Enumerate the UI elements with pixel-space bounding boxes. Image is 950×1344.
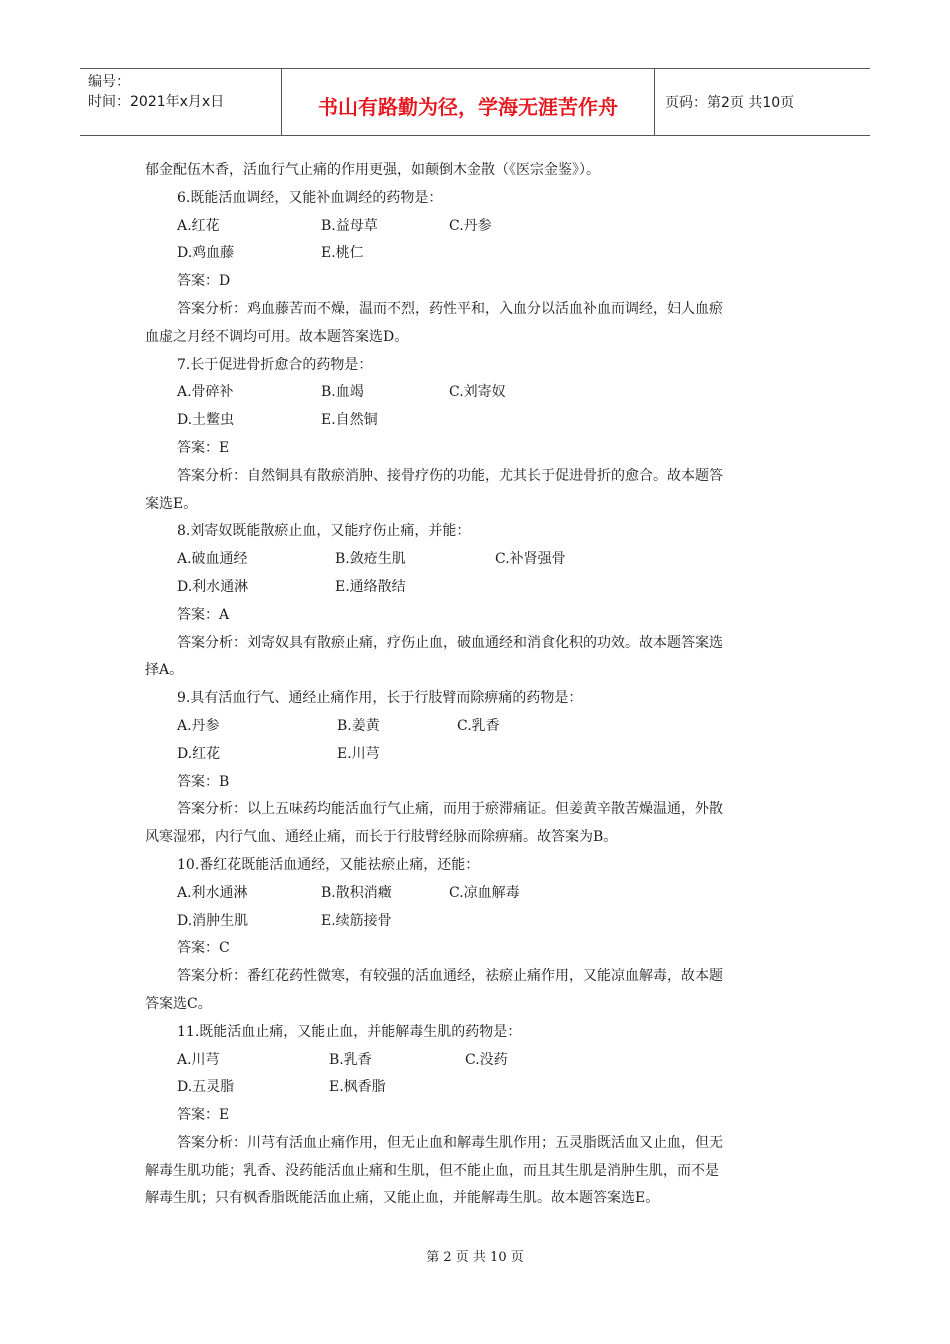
option-row bbox=[145, 908, 810, 936]
answer-option: E.川芎 bbox=[337, 745, 380, 762]
header-page-number: 页码：第2页 共10页 bbox=[665, 95, 795, 111]
text-line: 案选E。 bbox=[145, 495, 198, 512]
option-row bbox=[145, 574, 810, 602]
answer-option: A.川芎 bbox=[177, 1051, 220, 1068]
text-line: 11.既能活血止痛，又能止血，并能解毒生肌的药物是： bbox=[177, 1023, 522, 1040]
header-meta bbox=[80, 69, 282, 135]
answer-option: E.通络散结 bbox=[335, 578, 406, 595]
text-line: 答案：B bbox=[177, 773, 230, 790]
answer-option: D.鸡血藤 bbox=[177, 245, 235, 262]
answer-option: A.丹参 bbox=[177, 717, 220, 734]
option-row bbox=[145, 379, 810, 407]
answer-option: B.姜黄 bbox=[337, 717, 380, 734]
text-line: 解毒生肌功能；乳香、没药能活血止痛和生肌，但不能止血，而且其生肌是消肿生肌，而不是 bbox=[145, 1162, 719, 1179]
text-line: 答案分析：刘寄奴具有散瘀止痛，疗伤止血，破血通经和消食化积的功效。故本题答案选 bbox=[177, 634, 723, 651]
answer-option: A.骨碎补 bbox=[177, 384, 234, 401]
page-footer: 第 2 页 共 10 页 bbox=[426, 1250, 524, 1265]
answer-option: A.破血通经 bbox=[177, 551, 248, 568]
text-line: 答案：E bbox=[177, 1107, 230, 1124]
answer-option: D.土鳖虫 bbox=[177, 412, 235, 429]
answer-option: D.利水通淋 bbox=[177, 578, 249, 595]
text-line: 8.刘寄奴既能散瘀止血，又能疗伤止痛，并能： bbox=[177, 523, 471, 540]
text-line: 答案分析：番红花药性微寒，有较强的活血通经，祛瘀止痛作用，又能凉血解毒，故本题 bbox=[177, 968, 723, 985]
answer-option: B.乳香 bbox=[329, 1051, 372, 1068]
document-body bbox=[145, 157, 810, 1213]
option-row bbox=[145, 213, 810, 241]
answer-option: A.利水通淋 bbox=[177, 884, 248, 901]
text-line: 6.既能活血调经，又能补血调经的药物是： bbox=[177, 189, 443, 206]
answer-option: B.血竭 bbox=[321, 384, 364, 401]
text-line: 答案：C bbox=[177, 940, 230, 957]
answer-option: E.自然铜 bbox=[321, 412, 378, 429]
answer-option: C.乳香 bbox=[457, 717, 500, 734]
answer-option: D.红花 bbox=[177, 745, 221, 762]
text-line: 答案：A bbox=[177, 606, 230, 623]
text-line: 答案：D bbox=[177, 273, 231, 290]
text-line: 答案分析：鸡血藤苦而不燥，温而不烈，药性平和，入血分以活血补血而调经，妇人血瘀 bbox=[177, 300, 723, 317]
text-line: 解毒生肌；只有枫香脂既能活血止痛，又能止血，并能解毒生肌。故本题答案选E。 bbox=[145, 1190, 660, 1207]
answer-option: C.丹参 bbox=[449, 217, 492, 234]
option-row bbox=[145, 880, 810, 908]
answer-option: A.红花 bbox=[177, 217, 220, 234]
answer-option: D.五灵脂 bbox=[177, 1079, 235, 1096]
text-line: 择A。 bbox=[145, 662, 184, 679]
answer-option: E.续筋接骨 bbox=[321, 912, 392, 929]
answer-option: C.补肾强骨 bbox=[495, 551, 566, 568]
document-number: 编号： bbox=[88, 74, 130, 90]
option-row bbox=[145, 713, 810, 741]
page-header bbox=[80, 68, 870, 136]
text-line: 答案分析：川芎有活血止痛作用，但无止血和解毒生肌作用；五灵脂既活血又止血，但无 bbox=[177, 1134, 723, 1151]
option-row bbox=[145, 1074, 810, 1102]
option-row bbox=[145, 1047, 810, 1075]
answer-option: D.消肿生肌 bbox=[177, 912, 249, 929]
answer-option: B.益母草 bbox=[321, 217, 378, 234]
option-row bbox=[145, 741, 810, 769]
text-line: 血虚之月经不调均可用。故本题答案选D。 bbox=[145, 328, 409, 345]
answer-option: E.桃仁 bbox=[321, 245, 364, 262]
header-motto: 书山有路勤为径，学海无涯苦作舟 bbox=[282, 69, 655, 135]
option-row bbox=[145, 546, 810, 574]
answer-option: C.凉血解毒 bbox=[449, 884, 520, 901]
text-line: 答案分析：以上五味药均能活血行气止痛，而用于瘀滞痛证。但姜黄辛散苦燥温通，外散 bbox=[177, 801, 723, 818]
text-line: 风寒湿邪，内行气血、通经止痛，而长于行肢臂经脉而除痹痛。故答案为B。 bbox=[145, 829, 618, 846]
document-date: 时间：2021年x月x日 bbox=[88, 94, 225, 110]
text-line: 7.长于促进骨折愈合的药物是： bbox=[177, 356, 373, 373]
text-line: 10.番红花既能活血通经，又能祛瘀止痛，还能： bbox=[177, 856, 480, 873]
text-line: 郁金配伍木香，活血行气止痛的作用更强，如颠倒木金散（《医宗金鉴》）。 bbox=[145, 162, 600, 178]
text-line: 答案选C。 bbox=[145, 995, 212, 1012]
option-row bbox=[145, 240, 810, 268]
answer-option: C.没药 bbox=[465, 1051, 508, 1068]
text-line: 答案：E bbox=[177, 439, 230, 456]
text-line: 9.具有活血行气、通经止痛作用，长于行肢臂而除痹痛的药物是： bbox=[177, 690, 583, 707]
answer-option: B.散积消癥 bbox=[321, 884, 392, 901]
answer-option: E.枫香脂 bbox=[329, 1079, 386, 1096]
option-row bbox=[145, 407, 810, 435]
answer-option: B.敛疮生肌 bbox=[335, 551, 406, 568]
text-line: 答案分析：自然铜具有散瘀消肿、接骨疗伤的功能，尤其长于促进骨折的愈合。故本题答 bbox=[177, 467, 723, 484]
answer-option: C.刘寄奴 bbox=[449, 384, 506, 401]
